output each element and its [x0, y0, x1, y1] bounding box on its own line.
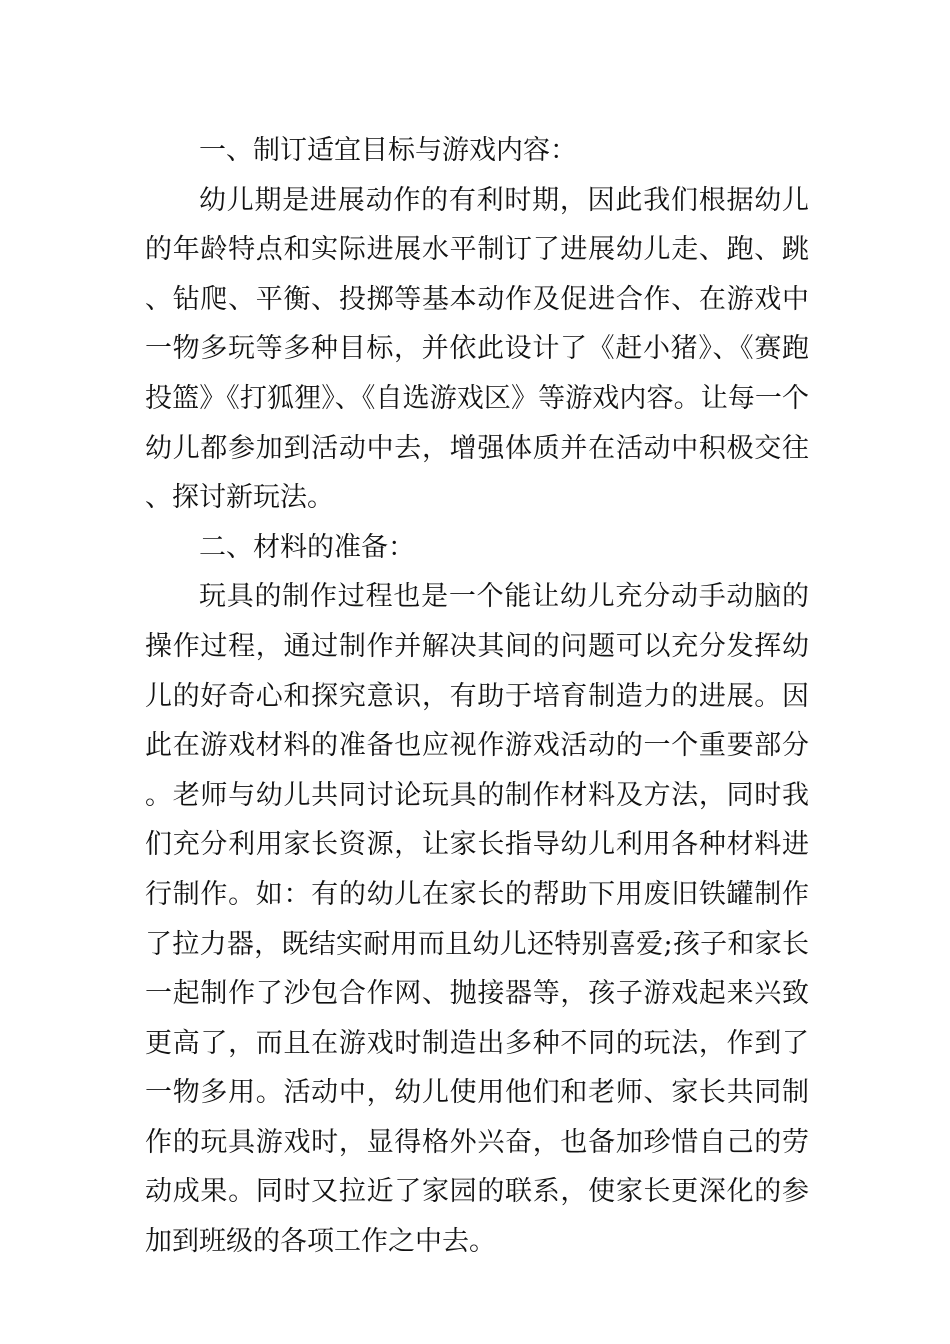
- section-paragraph-goals: 幼儿期是进展动作的有利时期，因此我们根据幼儿的年龄特点和实际进展水平制订了进展幼儿走、跑、跳、钻爬、平衡、投掷等基本动作及促进合作、在游戏中一物多玩等多种目标，并依此设计了《赶小猪》、《赛跑投篮》《打狐狸》、《自选游戏区》等游戏内容。让每一个幼儿都参加到活动中去，增强体质并在活动中积极交往、探讨新玩法。: [145, 184, 809, 514]
- document-body: [145, 126, 809, 1267]
- section-heading-materials: 二、材料的准备：: [199, 531, 415, 563]
- section-heading-goals: 一、制订适宜目标与游戏内容：: [199, 135, 577, 166]
- section-paragraph-materials: 玩具的制作过程也是一个能让幼儿充分动手动脑的操作过程，通过制作并解决其间的问题可以充分发挥幼儿的好奇心和探究意识，有助于培育制造力的进展。因此在游戏材料的准备也应视作游戏活动的一个重要部分。老师与幼儿共同讨论玩具的制作材料及方法，同时我们充分利用家长资源，让家长指导幼儿利用各种材料进行制作。如：有的幼儿在家长的帮助下用废旧铁罐制作了拉力器，既结实耐用而且幼儿还特别喜爱;孩子和家长一起制作了沙包合作网、抛接器等，孩子游戏起来兴致更高了，而且在游戏时制造出多种不同的玩法，作到了一物多用。活动中，幼儿使用他们和老师、家长共同制作的玩具游戏时，显得格外兴奋，也备加珍惜自己的劳动成果。同时又拉近了家园的联系，使家长更深化的参加到班级的各项工作之中去。: [145, 581, 809, 1258]
